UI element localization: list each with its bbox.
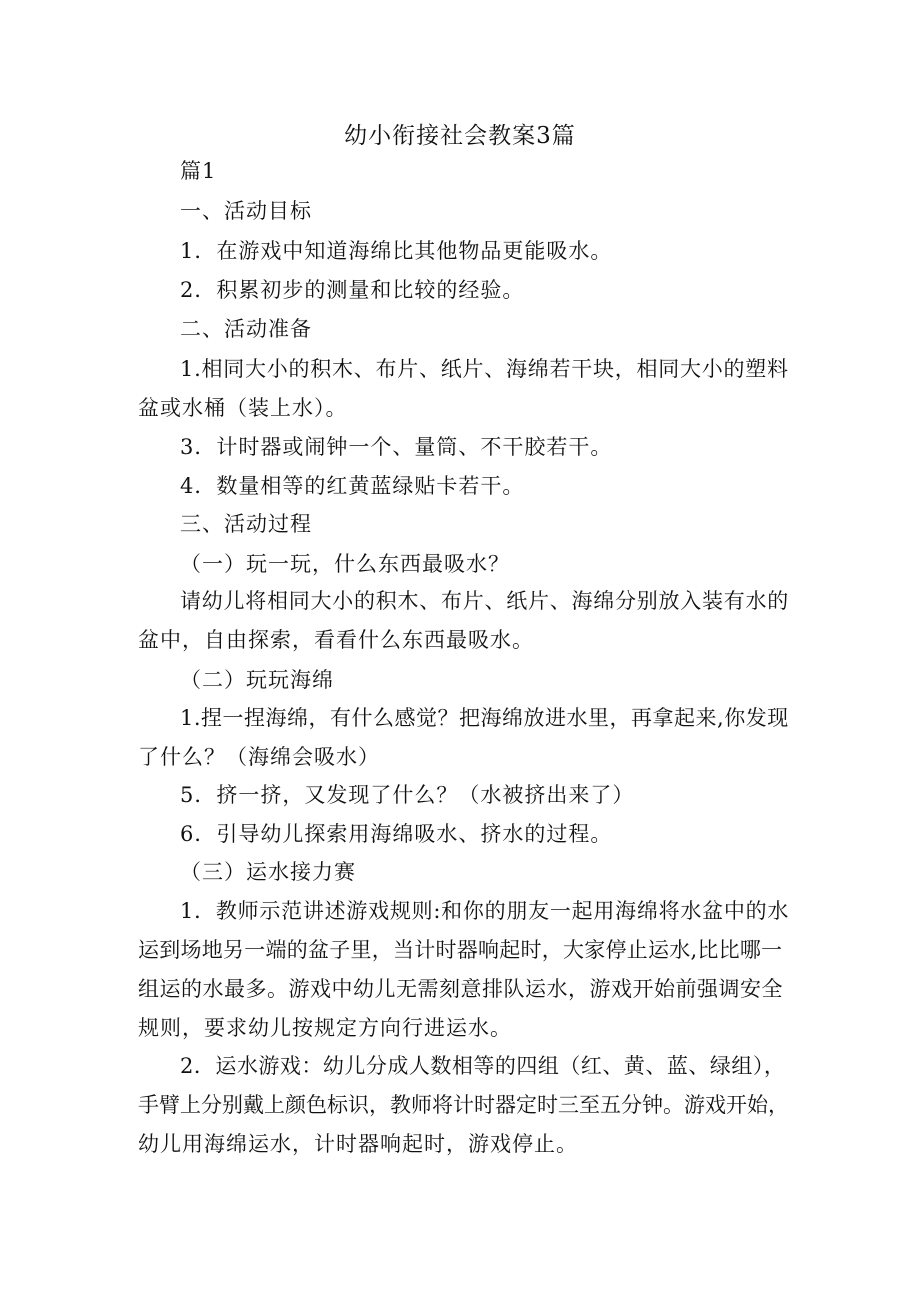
paragraph-line: 请幼儿将相同大小的积木、布片、纸片、海绵分别放入装有水的: [180, 589, 789, 613]
paragraph-line: 1.捏一捏海绵，有什么感觉？把海绵放进水里，再拿起来,你发现: [180, 706, 789, 730]
section-label: 篇1: [180, 159, 217, 183]
document-title: 幼小衔接社会教案3篇: [344, 123, 576, 149]
paragraph-line-cont: 运到场地另一端的盆子里，当计时器响起时，大家停止运水,比比哪一: [138, 938, 783, 962]
paragraph-line-cont: 规则，要求幼儿按规定方向行进运水。: [138, 1016, 512, 1040]
goal-item: 1．在游戏中知道海绵比其他物品更能吸水。: [180, 239, 613, 263]
subheading-3: （三）运水接力赛: [180, 860, 356, 884]
paragraph-line: 2．运水游戏：幼儿分成人数相等的四组（红、黄、蓝、绿组），: [180, 1054, 786, 1078]
paragraph-line: 6．引导幼儿探索用海绵吸水、挤水的过程。: [180, 822, 613, 846]
prep-item: 4．数量相等的红黄蓝绿贴卡若干。: [180, 474, 525, 498]
paragraph-line-cont: 了什么？（海绵会吸水）: [138, 745, 380, 769]
goal-item: 2．积累初步的测量和比较的经验。: [180, 278, 525, 302]
heading-prep: 二、活动准备: [180, 317, 312, 341]
subheading-1: （一）玩一玩，什么东西最吸水？: [180, 552, 510, 576]
paragraph-line-cont: 盆中，自由探索，看看什么东西最吸水。: [138, 628, 534, 652]
paragraph-line-cont: 手臂上分别戴上颜色标识，教师将计时器定时三至五分钟。游戏开始，: [138, 1093, 789, 1117]
prep-item: 1.相同大小的积木、布片、纸片、海绵若干块，相同大小的塑料: [180, 357, 789, 381]
heading-process: 三、活动过程: [180, 512, 312, 536]
heading-goals: 一、活动目标: [180, 199, 312, 223]
prep-item-cont: 盆或水桶（装上水）。: [138, 396, 348, 420]
paragraph-line: 5．挤一挤，又发现了什么？（水被挤出来了）: [180, 783, 635, 807]
paragraph-line-cont: 幼儿用海绵运水，计时器响起时，游戏停止。: [138, 1132, 578, 1156]
subheading-2: （二）玩玩海绵: [180, 668, 334, 692]
paragraph-line-cont: 组运的水最多。游戏中幼儿无需刻意排队运水，游戏开始前强调安全: [138, 977, 783, 1001]
paragraph-line: 1．教师示范讲述游戏规则:和你的朋友一起用海绵将水盆中的水: [180, 899, 790, 923]
prep-item: 3．计时器或闹钟一个、量筒、不干胶若干。: [180, 435, 613, 459]
